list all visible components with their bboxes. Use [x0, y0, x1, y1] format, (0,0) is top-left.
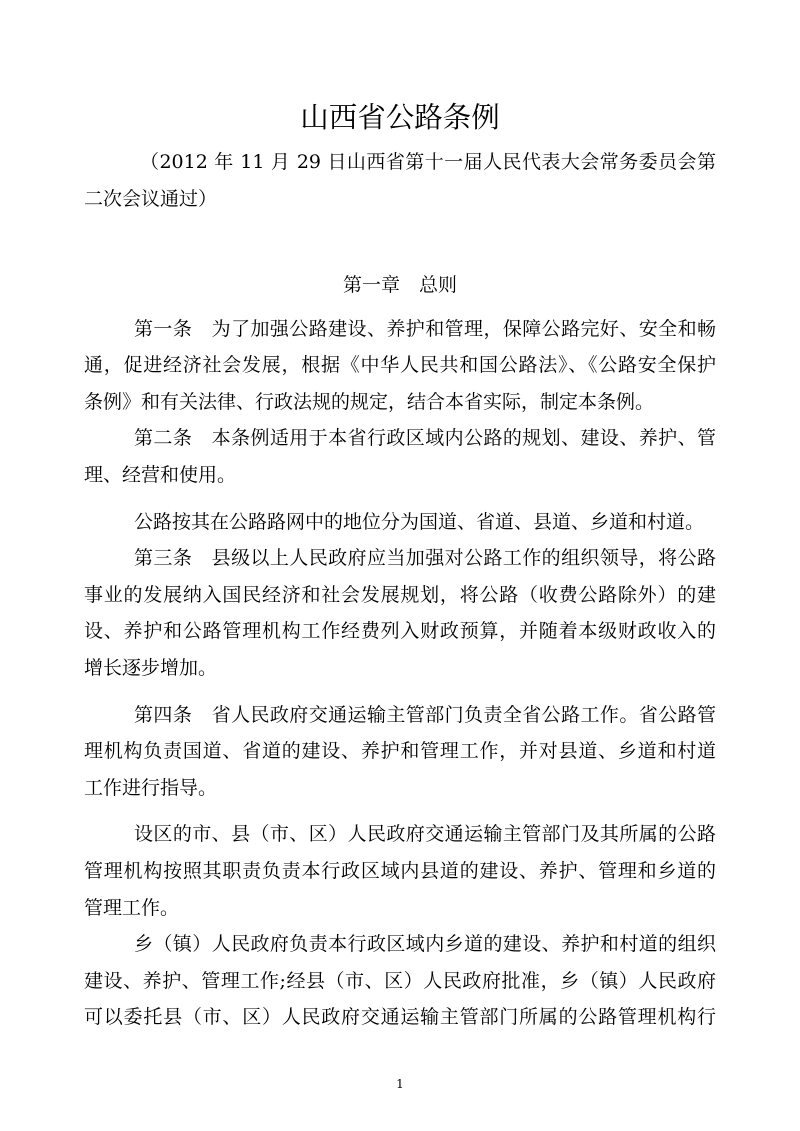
paragraph-road-classification: [84, 504, 716, 541]
paragraph-city-county-duties: [84, 816, 716, 926]
adoption-note-line: 二次会议通过）: [84, 188, 218, 210]
text-line: 可以委托县（市、区）人民政府交通运输主管部门所属的公路管理机构行: [84, 1006, 716, 1029]
text-line: 设区的市、县（市、区）人民政府交通运输主管部门及其所属的公路: [134, 823, 716, 846]
text-line: 通，促进经济社会发展，根据《中华人民共和国公路法》、《公路安全保护: [84, 354, 716, 377]
text-line: 理、经营和使用。: [84, 464, 237, 487]
adoption-note: [84, 144, 716, 218]
text-line: 乡（镇）人民政府负责本行政区域内乡道的建设、养护和村道的组织: [134, 933, 716, 956]
text-line: 条例》和有关法律、行政法规的规定，结合本省实际，制定本条例。: [84, 390, 655, 413]
text-line: 第四条 省人民政府交通运输主管部门负责全省公路工作。省公路管: [134, 703, 716, 726]
paragraph-article-1: [84, 311, 716, 421]
paragraph-township-duties: [84, 926, 716, 1036]
paragraph-article-2: [84, 420, 716, 493]
adoption-note-line: （2012 年 11 月 29 日山西省第十一届人民代表大会常务委员会第: [140, 151, 716, 173]
document-body: [84, 311, 716, 1036]
text-line: 公路按其在公路路网中的地位分为国道、省道、县道、乡道和村道。: [134, 510, 705, 533]
text-line: 建设、养护、管理工作;经县（市、区）人民政府批准，乡（镇）人民政府: [84, 969, 716, 992]
text-line: 第一条 为了加强公路建设、养护和管理，保障公路完好、安全和畅: [134, 317, 716, 340]
paragraph-article-3: [84, 540, 716, 686]
text-line: 理机构负责国道、省道的建设、养护和管理工作，并对县道、乡道和村道: [84, 740, 716, 763]
chapter-heading: 第一章 总则: [342, 274, 457, 296]
text-line: 工作进行指导。: [84, 776, 218, 799]
page-number: 1: [396, 1077, 404, 1091]
document-title: 山西省公路条例: [300, 101, 500, 134]
text-line: 设、养护和公路管理机构工作经费列入财政预算，并随着本级财政收入的: [84, 620, 716, 643]
text-line: 事业的发展纳入国民经济和社会发展规划，将公路（收费公路除外）的建: [84, 583, 716, 606]
text-line: 管理工作。: [84, 896, 180, 919]
paragraph-article-4: [84, 697, 716, 807]
text-line: 第三条 县级以上人民政府应当加强对公路工作的组织领导，将公路: [134, 547, 716, 570]
text-line: 增长逐步增加。: [84, 657, 218, 680]
text-line: 管理机构按照其职责负责本行政区域内县道的建设、养护、管理和乡道的: [84, 860, 716, 882]
text-line: 第二条 本条例适用于本省行政区域内公路的规划、建设、养护、管: [134, 427, 716, 450]
